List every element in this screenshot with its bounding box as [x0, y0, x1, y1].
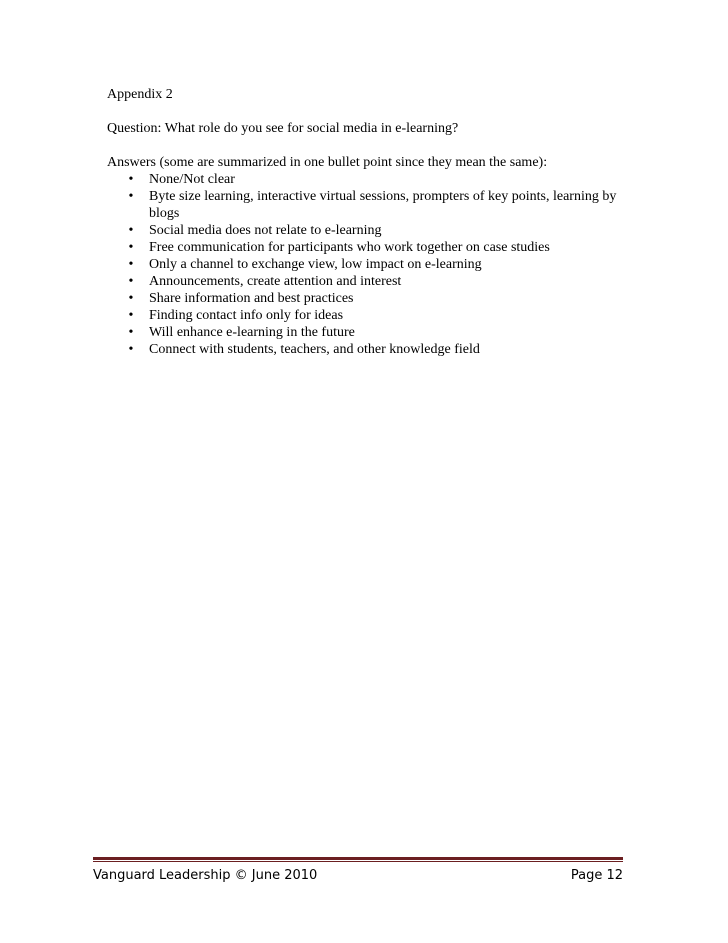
- bullet-icon: •: [128, 274, 134, 289]
- list-item: [128, 273, 627, 290]
- bullet-icon: •: [128, 325, 134, 340]
- answer-text: Will enhance e-learning in the future: [149, 325, 355, 340]
- list-item: [128, 239, 627, 256]
- answer-text: None/Not clear: [149, 172, 235, 187]
- footer-rule: [93, 857, 623, 862]
- answer-text: Share information and best practices: [149, 291, 354, 306]
- answers-intro: Answers (some are summarized in one bullet point since they mean the same):: [107, 155, 548, 170]
- bullet-icon: •: [128, 189, 134, 204]
- page-number: Page 12: [570, 868, 623, 883]
- footer-rule-thin: [93, 861, 623, 862]
- answer-text: Free communication for participants who work together on case studies: [149, 240, 550, 255]
- bullet-icon: •: [128, 172, 134, 187]
- bullet-icon: •: [128, 223, 134, 238]
- list-item: [128, 290, 627, 307]
- bullet-icon: •: [128, 342, 134, 357]
- question-text: Question: What role do you see for social media in e-learning?: [107, 121, 459, 136]
- list-item: [128, 171, 627, 188]
- bullet-icon: •: [128, 308, 134, 323]
- answer-text: Connect with students, teachers, and other knowledge field: [149, 342, 480, 357]
- list-item: [128, 341, 627, 358]
- answer-text: Social media does not relate to e-learning: [149, 223, 382, 238]
- list-item: [128, 188, 627, 222]
- answer-text: Finding contact info only for ideas: [149, 308, 344, 323]
- bullet-icon: •: [128, 291, 134, 306]
- answer-text: Announcements, create attention and interest: [149, 274, 402, 289]
- answer-text: Only a channel to exchange view, low impact on e-learning: [149, 257, 482, 272]
- page-body: [107, 86, 627, 358]
- answers-list: [107, 171, 627, 358]
- list-item: [128, 256, 627, 273]
- bullet-icon: •: [128, 240, 134, 255]
- appendix-title: Appendix 2: [107, 87, 173, 102]
- list-item: [128, 307, 627, 324]
- bullet-icon: •: [128, 257, 134, 272]
- footer-copyright: Vanguard Leadership © June 2010: [93, 868, 318, 883]
- list-item: [128, 324, 627, 341]
- list-item: [128, 222, 627, 239]
- answer-text: Byte size learning, interactive virtual sessions, prompters of key points, learning by blogs: [149, 189, 617, 221]
